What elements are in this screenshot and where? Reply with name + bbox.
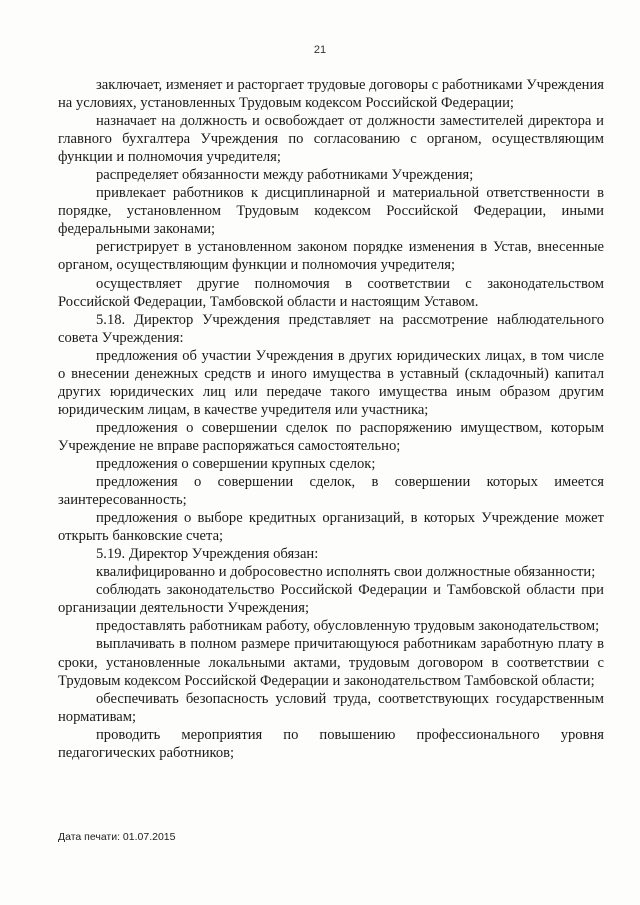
paragraph: распределяет обязанности между работниками Учреждения; bbox=[96, 167, 474, 184]
section-heading-5-19: 5.19. Директор Учреждения обязан: bbox=[96, 546, 319, 563]
paragraph: предложения о выборе кредитных организаций, в которых Учреждение может открыть банковские счета; bbox=[58, 510, 604, 545]
paragraph: предоставлять работникам работу, обусловленную трудовым законодательством; bbox=[96, 618, 600, 635]
document-body bbox=[58, 76, 604, 762]
paragraph: предложения о совершении сделок по распоряжению имуществом, которым Учреждение не вправе распоряжаться самостоятельно; bbox=[58, 419, 604, 454]
paragraph: выплачивать в полном размере причитающуюся работникам заработную плату в сроки, установленные локальными актами, трудовым договором в соответствии с Трудовым кодексом Российской Федерации и законодательством Тамбовской области; bbox=[58, 636, 604, 689]
paragraph: предложения об участии Учреждения в других юридических лицах, в том числе о внесении денежных средств и иного имущества в уставный (складочный) капитал других юридических лиц или передаче такого имущества иным образом другим юридическим лицам, в качестве учредителя или участника; bbox=[58, 347, 604, 418]
paragraph: назначает на должность и освобождает от должности заместителей директора и главного бухгалтера Учреждения по согласованию с органом, осуществляющим функции и полномочия учредителя; bbox=[58, 113, 604, 166]
paragraph: квалифицированно и добросовестно исполнять свои должностные обязанности; bbox=[96, 564, 596, 581]
print-date: Дата печати: 01.07.2015 bbox=[58, 831, 176, 843]
paragraph: заключает, изменяет и расторгает трудовые договоры с работниками Учреждения на условиях, установленных Трудовым кодексом Российской Федерации; bbox=[58, 77, 604, 112]
page-number: 21 bbox=[313, 44, 327, 56]
paragraph: предложения о совершении крупных сделок; bbox=[96, 455, 376, 472]
section-heading-5-18: 5.18. Директор Учреждения представляет на рассмотрение наблюдательного совета Учреждения: bbox=[58, 311, 604, 346]
paragraph: соблюдать законодательство Российской Федерации и Тамбовской области при организации деятельности Учреждения; bbox=[58, 582, 604, 617]
paragraph: привлекает работников к дисциплинарной и материальной ответственности в порядке, установленном Трудовым кодексом Российской Федерации, иными федеральными законами; bbox=[58, 185, 604, 238]
paragraph: обеспечивать безопасность условий труда, соответствующих государственным нормативам; bbox=[58, 690, 604, 725]
paragraph: проводить мероприятия по повышению профессионального уровня педагогических работников; bbox=[58, 726, 604, 761]
paragraph: регистрирует в установленном законом порядке изменения в Устав, внесенные органом, осуществляющим функции и полномочия учредителя; bbox=[58, 239, 604, 274]
paragraph: предложения о совершении сделок, в совершении которых имеется заинтересованность; bbox=[58, 474, 604, 509]
paragraph: осуществляет другие полномочия в соответствии с законодательством Российской Федерации, Тамбовской области и настоящим Уставом. bbox=[58, 275, 604, 310]
